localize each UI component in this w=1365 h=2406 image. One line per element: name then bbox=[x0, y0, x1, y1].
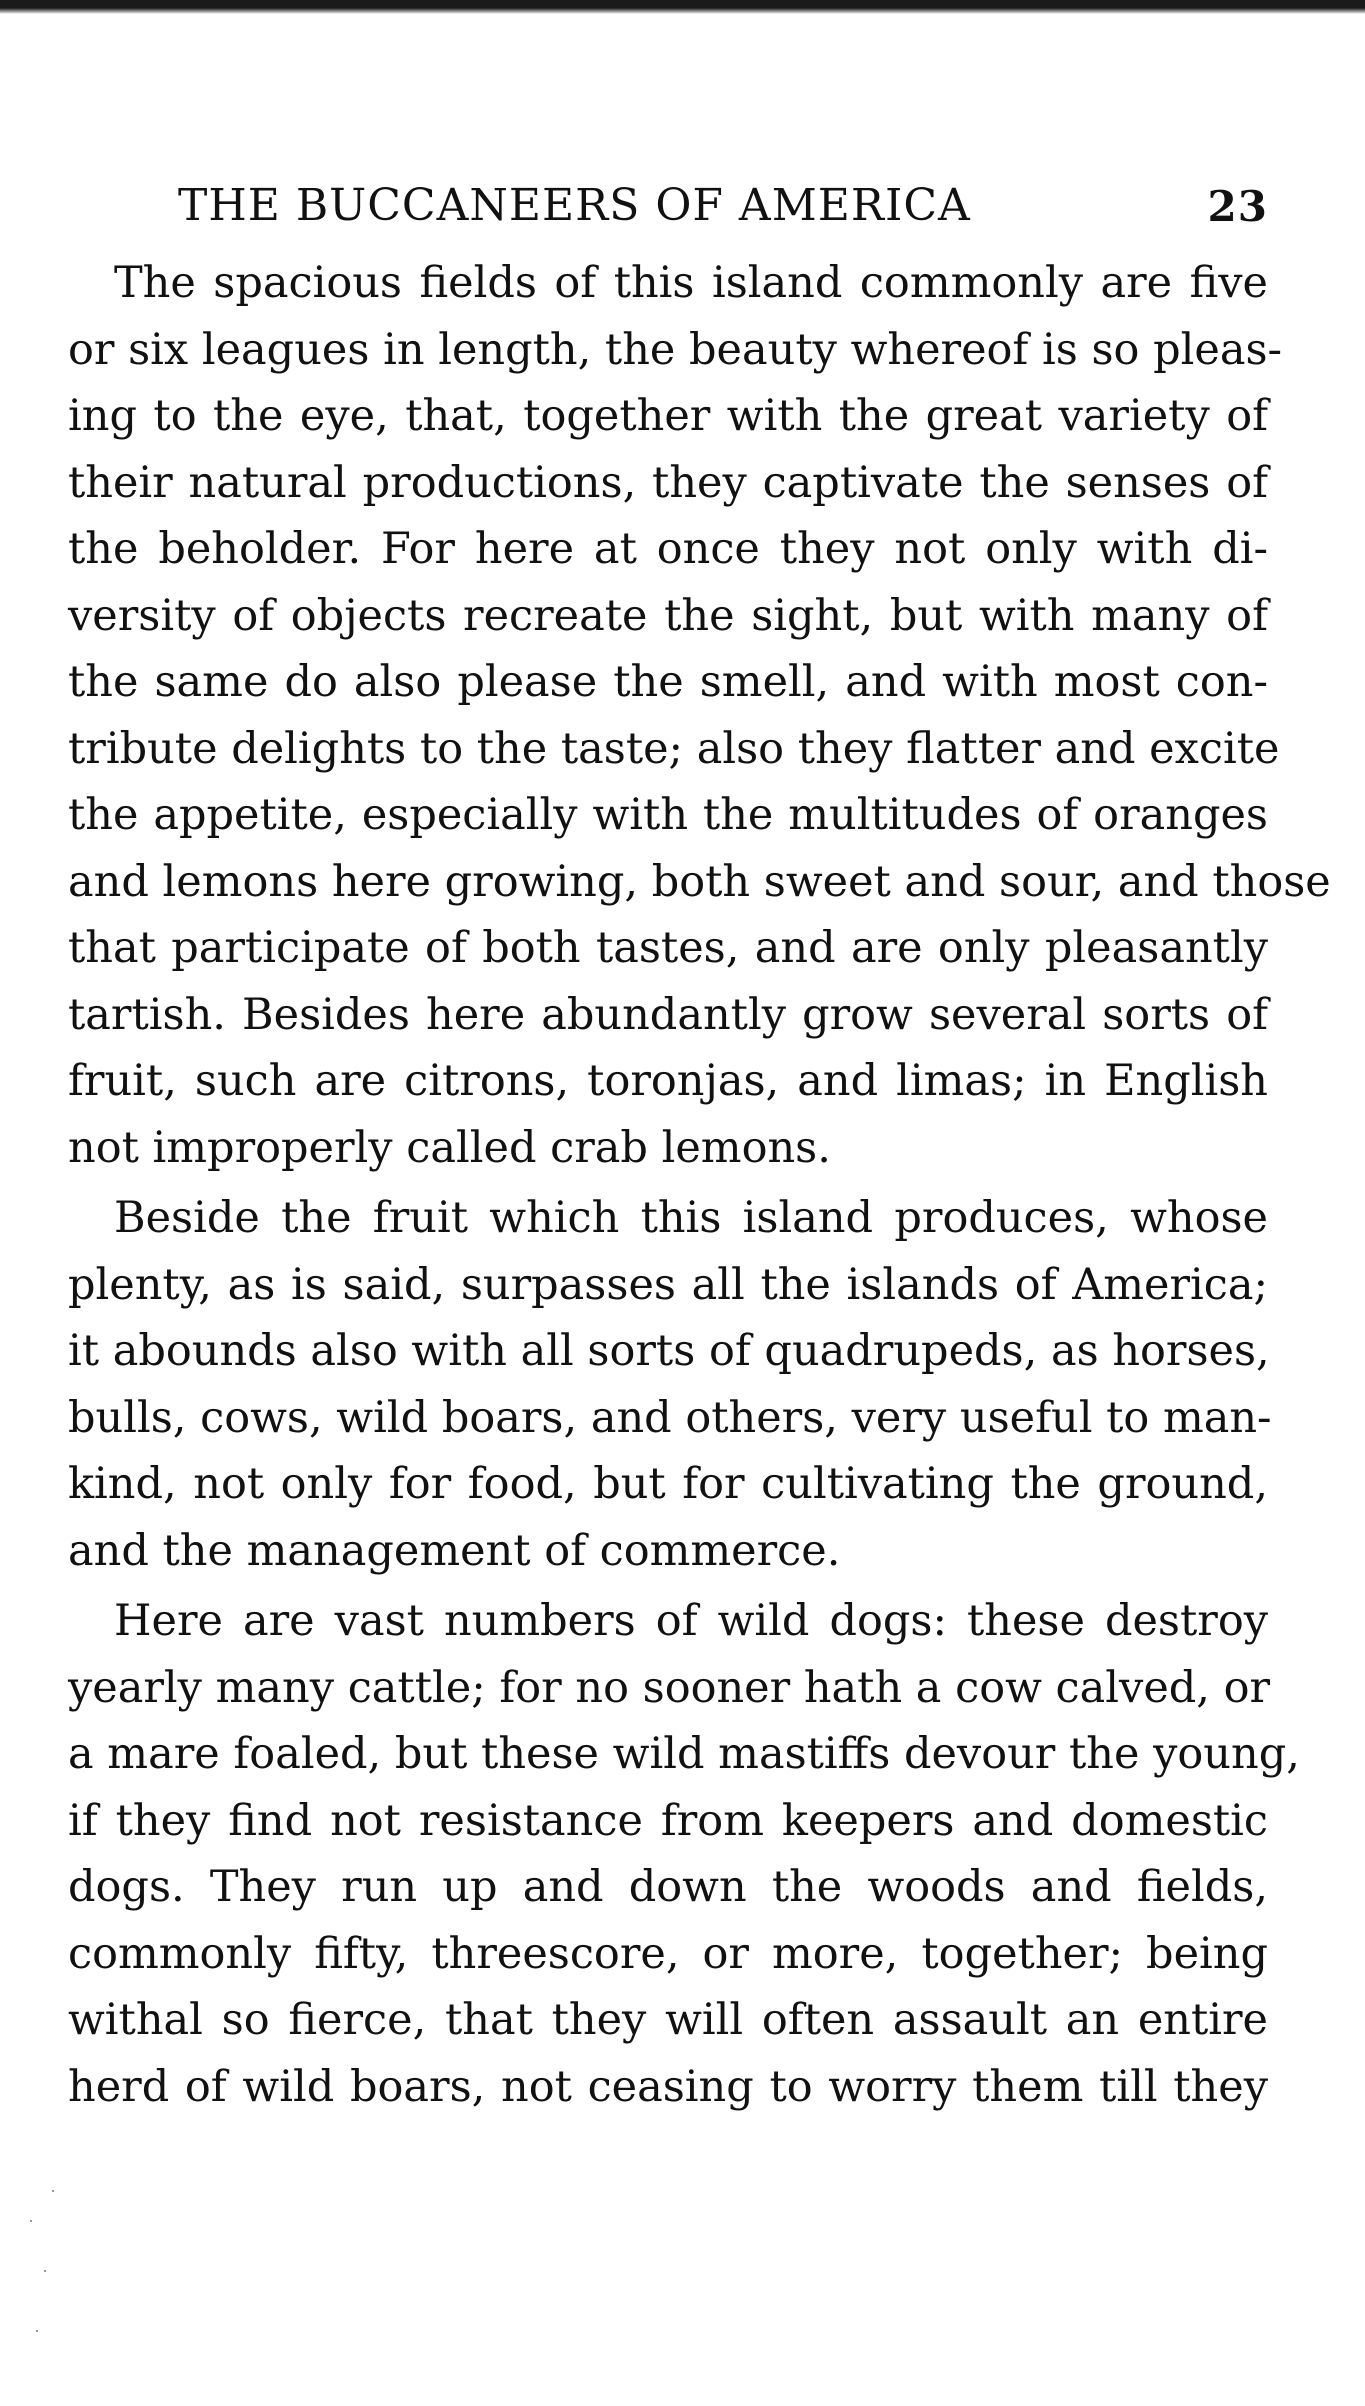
paragraph bbox=[68, 1185, 1272, 1584]
text-line: herd of wild boars, not ceasing to worry them till they bbox=[68, 2061, 1268, 2112]
text-line: the same do also please the smell, and with most con- bbox=[68, 657, 1268, 707]
text-line: tribute delights to the taste; also they flatter and excite bbox=[68, 723, 1280, 774]
paragraph bbox=[68, 250, 1331, 1181]
scan-speck bbox=[30, 2220, 32, 2222]
scan-speck bbox=[44, 2270, 46, 2272]
book-page bbox=[68, 160, 1331, 2120]
text-line: tartish. Besides here abundantly grow several sorts of bbox=[68, 989, 1268, 1040]
text-line: Beside the fruit which this island produces, whose bbox=[114, 1193, 1268, 1243]
text-line: the appetite, especially with the multitudes of oranges bbox=[68, 790, 1268, 840]
running-head-title: THE BUCCANEERS OF AMERICA bbox=[178, 180, 971, 231]
page-number: 23 bbox=[1207, 182, 1268, 231]
text-line: commonly fifty, threescore, or more, together; being bbox=[68, 1928, 1268, 1979]
text-line: plenty, as is said, surpasses all the islands of America; bbox=[68, 1259, 1268, 1310]
text-line: versity of objects recreate the sight, but with many of bbox=[68, 590, 1268, 641]
text-line: and lemons here growing, both sweet and sour, and those bbox=[68, 856, 1331, 907]
text-line: kind, not only for food, but for cultivating the ground, bbox=[68, 1459, 1268, 1509]
text-line: yearly many cattle; for no sooner hath a cow calved, or bbox=[68, 1662, 1271, 1713]
text-line: that participate of both tastes, and are only pleasantly bbox=[68, 923, 1268, 973]
top-edge-rule bbox=[0, 0, 1365, 14]
text-line: bulls, cows, wild boars, and others, very useful to man- bbox=[68, 1392, 1272, 1443]
text-line: their natural productions, they captivate the senses of bbox=[68, 457, 1268, 508]
text-line: fruit, such are citrons, toronjas, and limas; in English bbox=[68, 1056, 1268, 1106]
text-line: it abounds also with all sorts of quadrupeds, as horses, bbox=[68, 1326, 1270, 1376]
text-line: if they find not resistance from keepers and domestic bbox=[68, 1795, 1268, 1846]
text-line: ing to the eye, that, together with the great variety of bbox=[68, 391, 1268, 441]
text-line: and the management of commerce. bbox=[68, 1525, 841, 1576]
body-text bbox=[68, 250, 1331, 2120]
running-head bbox=[68, 160, 1268, 250]
text-line: Here are vast numbers of wild dogs: these destroy bbox=[114, 1596, 1268, 1646]
text-line: dogs. They run up and down the woods and fields, bbox=[68, 1862, 1268, 1912]
paragraph bbox=[68, 1588, 1300, 2120]
text-line: The spacious fields of this island commonly are five bbox=[114, 258, 1268, 308]
scan-speck bbox=[36, 2330, 38, 2332]
text-line: not improperly called crab lemons. bbox=[68, 1122, 831, 1173]
text-line: withal so fierce, that they will often assault an entire bbox=[68, 1995, 1268, 2045]
scan-speck bbox=[52, 2190, 54, 2192]
text-line: a mare foaled, but these wild mastiffs devour the young, bbox=[68, 1729, 1300, 1779]
text-line: the beholder. For here at once they not only with di- bbox=[68, 524, 1268, 574]
text-line: or six leagues in length, the beauty whereof is so pleas- bbox=[68, 324, 1283, 375]
